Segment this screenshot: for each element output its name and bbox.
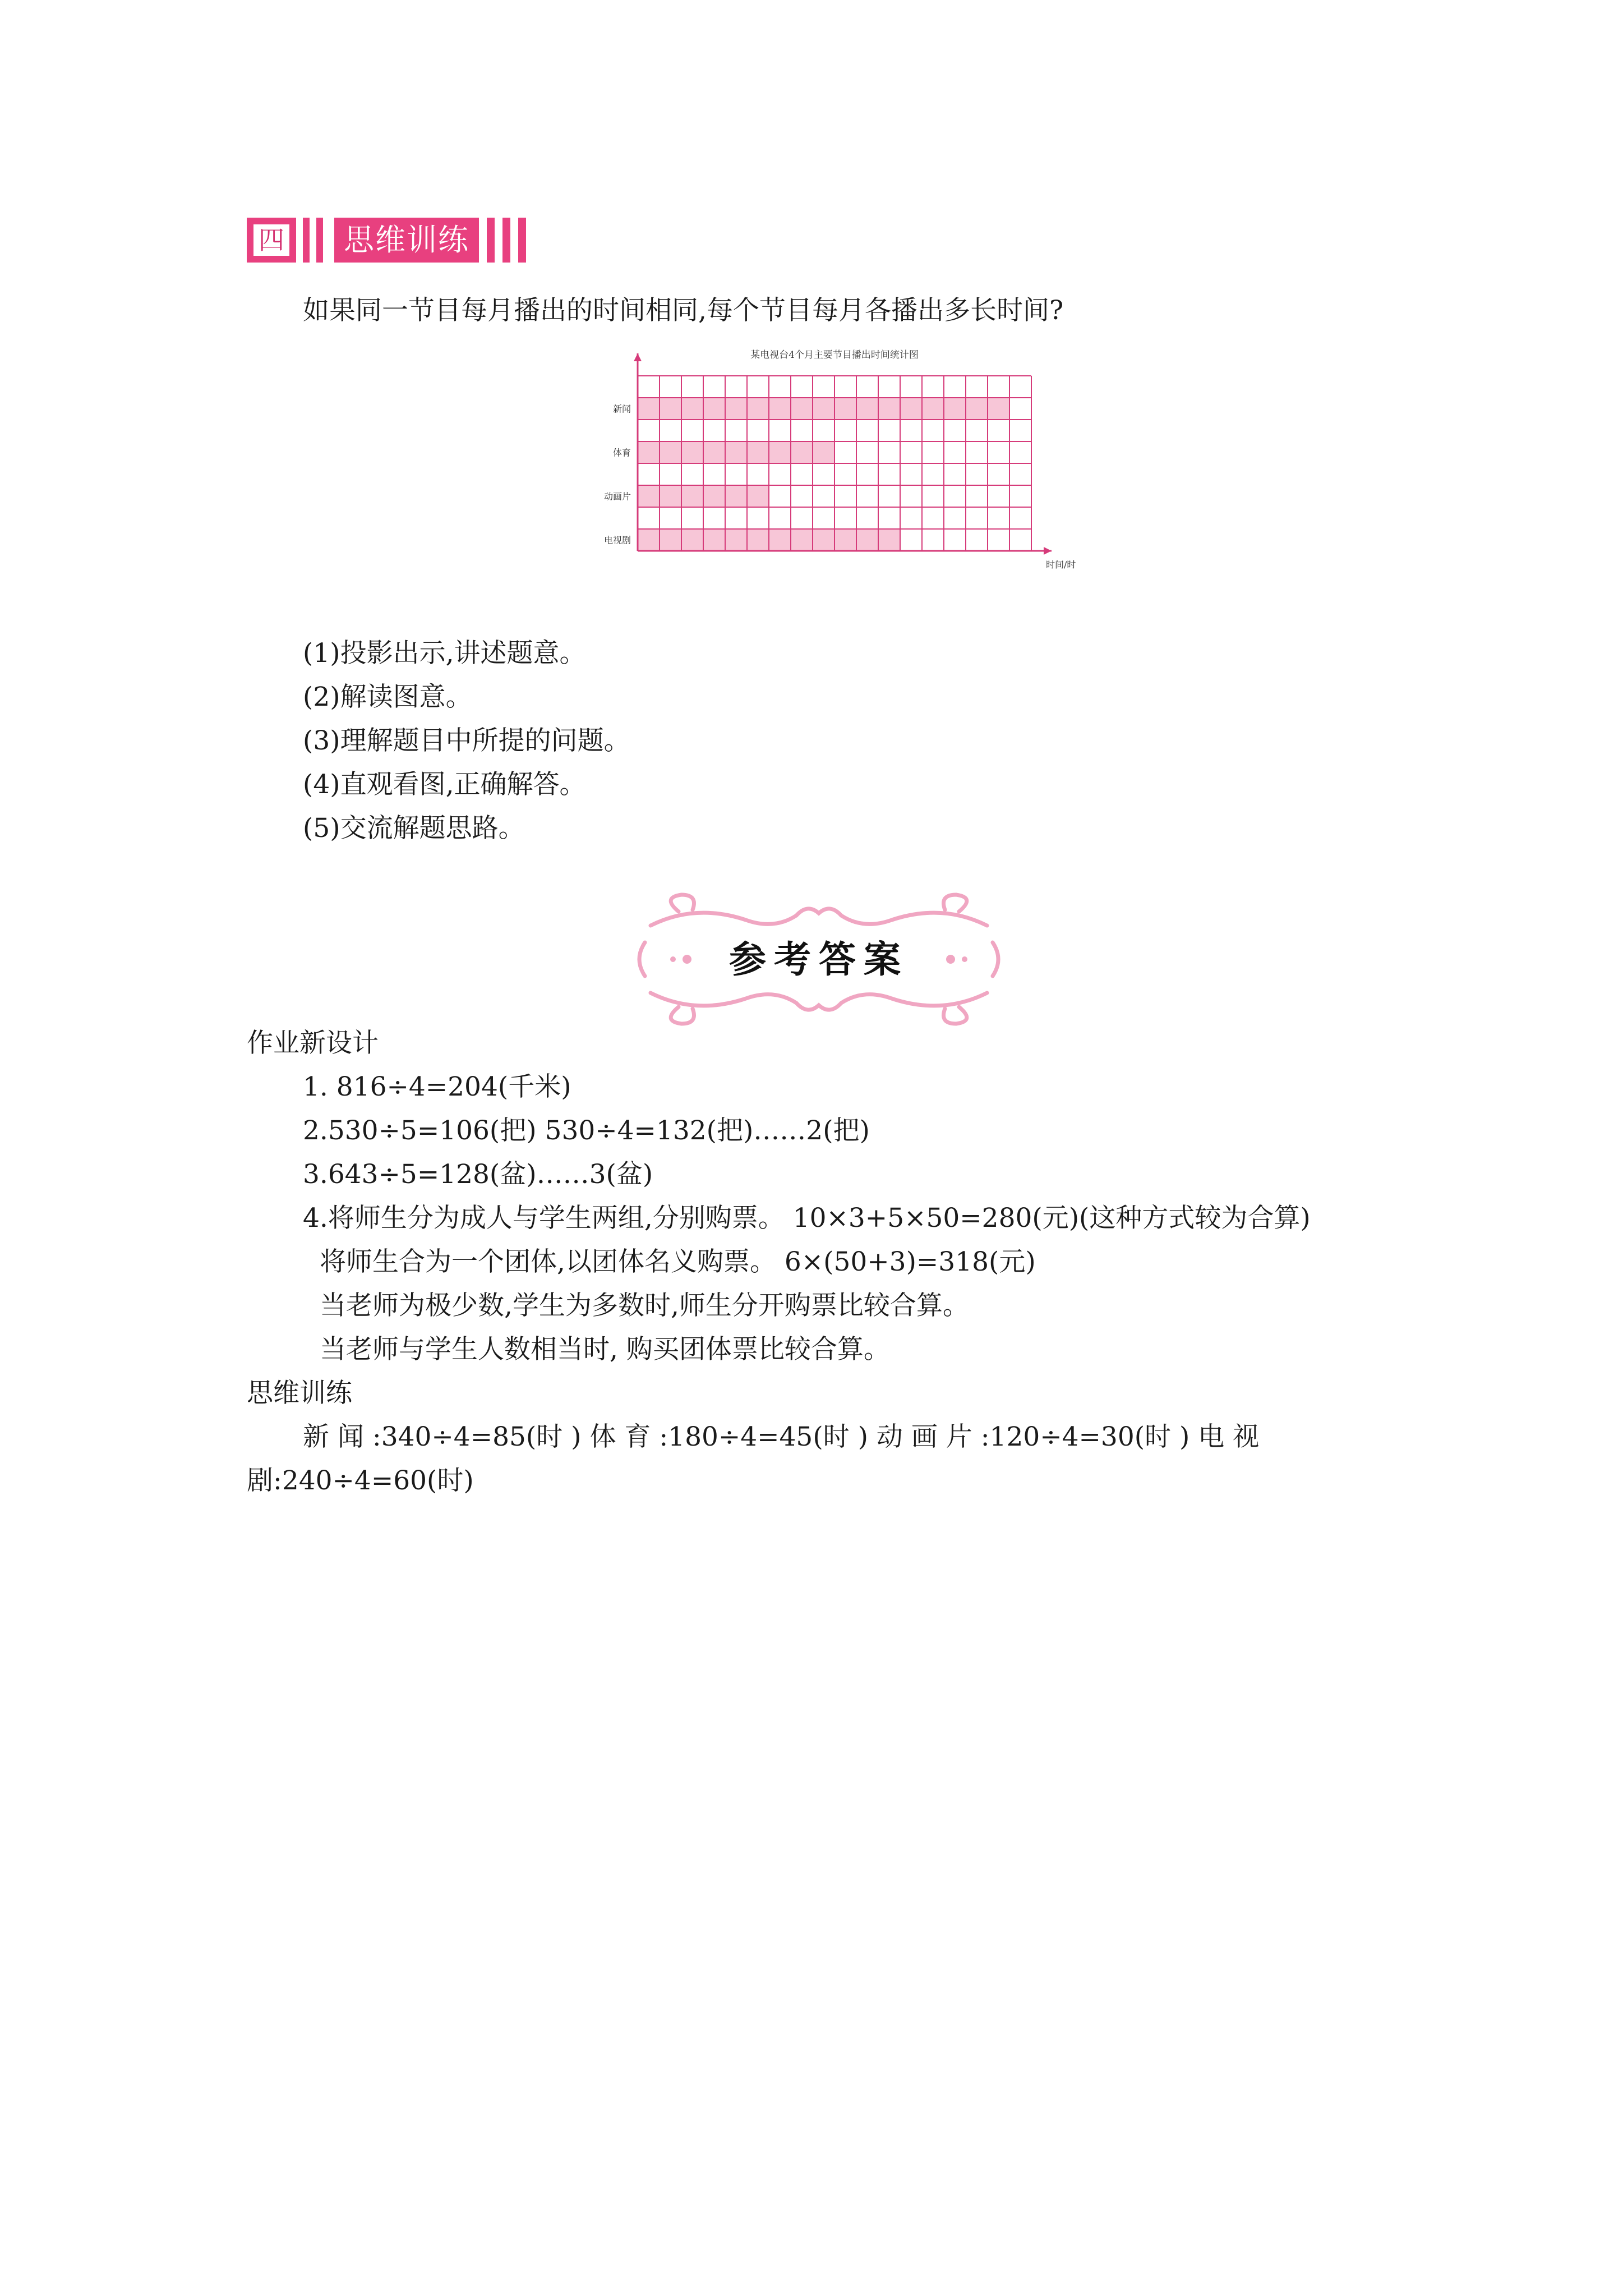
homework-line-1: 1. 816÷4=204(千米) (303, 1071, 571, 1102)
homework-line-7: 当老师与学生人数相当时, 购买团体票比较合算。 (320, 1334, 890, 1365)
bar-chart (575, 342, 1113, 606)
banner-stripe (518, 218, 526, 263)
bar-1 (638, 398, 1009, 420)
step-5: (5)交流解题思路。 (303, 813, 525, 844)
section-title: 思维训练 (344, 222, 469, 257)
x-axis-label: 时间/时 (1046, 559, 1076, 570)
homework-line-2: 2.530÷5=106(把) 530÷4=132(把)……2(把) (303, 1115, 870, 1146)
answer-header-ornament (628, 886, 1009, 1032)
section-number: 四 (259, 225, 284, 255)
homework-line-3: 3.643÷5=128(盆)……3(盆) (303, 1159, 653, 1190)
chart-svg (575, 342, 1113, 606)
thinking-line-2: 剧:240÷4=60(时) (247, 1465, 474, 1496)
category-label: 电视剧 (603, 535, 631, 546)
step-1: (1)投影出示,讲述题意。 (303, 638, 586, 669)
question-text: 如果同一节目每月播出的时间相同,每个节目每月各播出多长时间? (303, 295, 1064, 326)
homework-line-4: 4.将师生分为成人与学生两组,分别购票。 10×3+5×50=280(元)(这种方式较为合算) (303, 1203, 1311, 1234)
section-title-bar (334, 218, 479, 263)
banner-stripe (316, 218, 323, 263)
step-4: (4)直观看图,正确解答。 (303, 769, 586, 800)
banner-stripe (502, 218, 510, 263)
answer-header-title: 参考答案 (729, 937, 909, 981)
step-3: (3)理解题目中所提的问题。 (303, 725, 630, 756)
banner-stripe (303, 218, 310, 263)
y-axis-arrow (634, 353, 642, 361)
thinking-line-1: 新 闻 :340÷4=85(时 ) 体 育 :180÷4=45(时 ) 动 画 片 :120÷4=30(时 ) 电 视 (303, 1421, 1260, 1452)
bar-2 (638, 441, 834, 463)
section-number-box (247, 218, 296, 263)
category-label: 体育 (612, 447, 631, 458)
homework-heading: 作业新设计 (247, 1028, 379, 1059)
banner-stripe (487, 218, 495, 263)
homework-line-5: 将师生合为一个团体,以团体名义购票。 6×(50+3)=318(元) (320, 1246, 1036, 1277)
section-banner (247, 218, 537, 263)
thinking-heading: 思维训练 (247, 1378, 352, 1409)
x-axis-arrow (1044, 547, 1052, 555)
category-label: 新闻 (612, 403, 631, 415)
step-2: (2)解读图意。 (303, 682, 472, 712)
category-label: 动画片 (603, 491, 631, 502)
chart-title: 某电视台4个月主要节目播出时间统计图 (750, 349, 919, 361)
homework-line-6: 当老师为极少数,学生为多数时,师生分开购票比较合算。 (320, 1290, 969, 1321)
